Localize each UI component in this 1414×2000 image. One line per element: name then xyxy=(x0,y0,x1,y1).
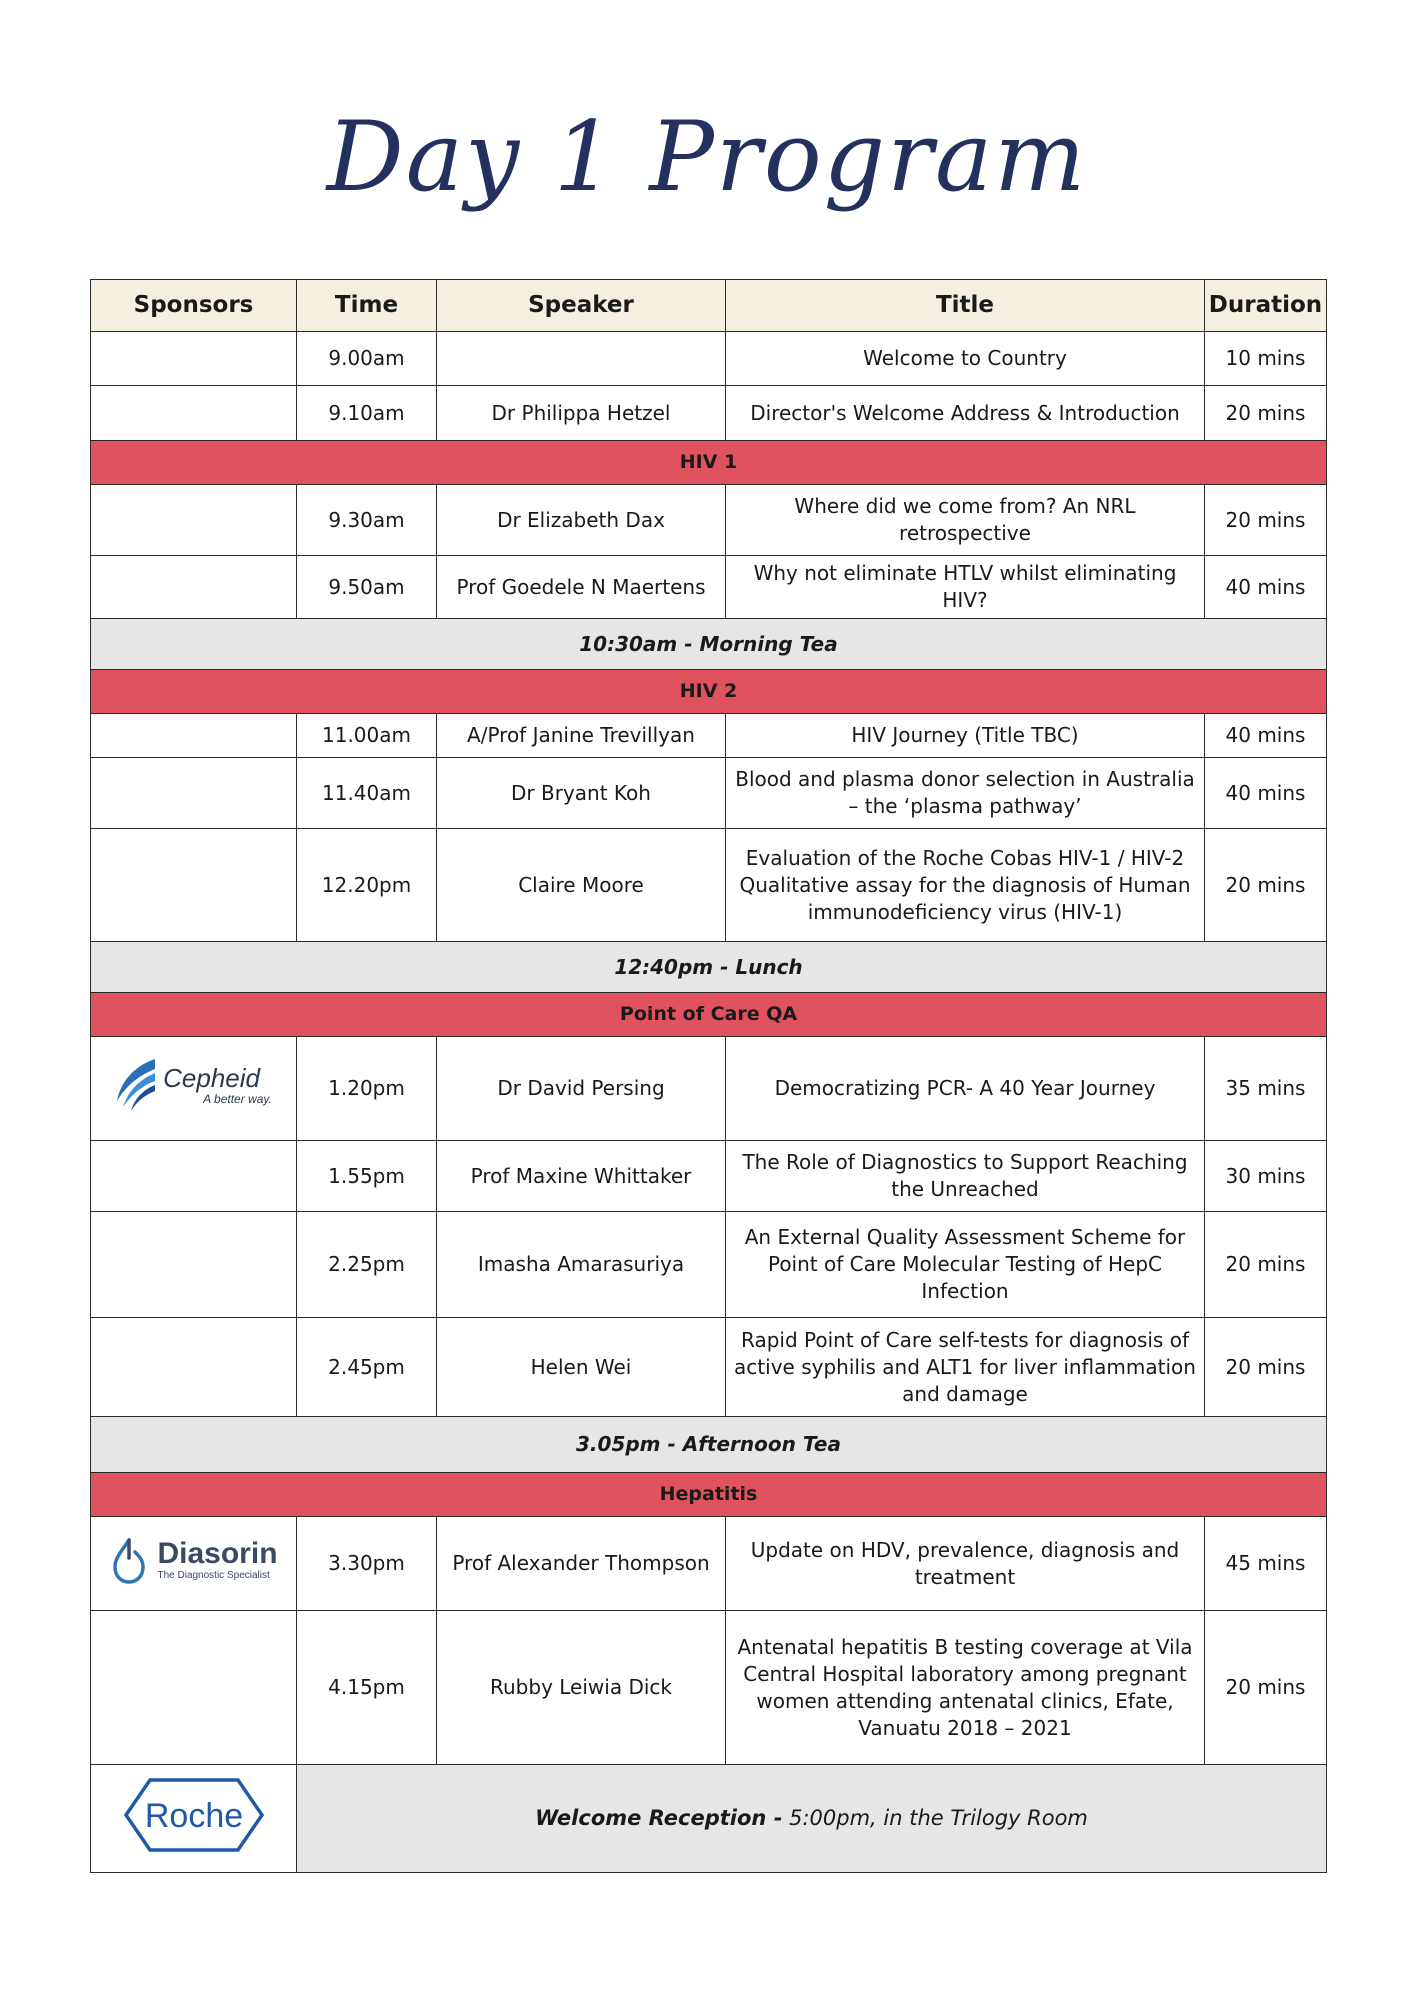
duration-cell: 45 mins xyxy=(1205,1517,1327,1611)
title-cell: Evaluation of the Roche Cobas HIV-1 / HIV-2 Qualitative assay for the diagnosis of Human immunodeficiency virus (HIV-1) xyxy=(726,829,1205,942)
time-cell: 2.45pm xyxy=(297,1318,437,1417)
speaker-cell: Prof Goedele N Maertens xyxy=(437,556,726,619)
program-table xyxy=(90,279,1327,1873)
speaker-cell: Prof Alexander Thompson xyxy=(437,1517,726,1611)
duration-cell: 20 mins xyxy=(1205,386,1327,441)
title-cell: The Role of Diagnostics to Support Reaching the Unreached xyxy=(726,1141,1205,1212)
section-label: Hepatitis xyxy=(91,1473,1327,1517)
speaker-cell: Rubby Leiwia Dick xyxy=(437,1611,726,1765)
speaker-cell: Dr Bryant Koh xyxy=(437,758,726,829)
time-cell: 9.50am xyxy=(297,556,437,619)
cepheid-swoosh-icon xyxy=(115,1057,159,1113)
duration-cell: 40 mins xyxy=(1205,714,1327,758)
diasorin-name: Diasorin xyxy=(157,1537,278,1570)
reception-row xyxy=(91,1765,1327,1873)
section-row-point-of-care xyxy=(91,993,1327,1037)
duration-cell: 20 mins xyxy=(1205,829,1327,942)
sponsor-cell xyxy=(91,1318,297,1417)
table-row xyxy=(91,386,1327,441)
cepheid-logo xyxy=(115,1057,272,1113)
header-row xyxy=(91,280,1327,332)
break-label: 10:30am - Morning Tea xyxy=(91,619,1327,670)
roche-name: Roche xyxy=(144,1797,243,1835)
cepheid-tagline: A better way. xyxy=(203,1092,272,1106)
sponsor-cell xyxy=(91,386,297,441)
duration-cell: 20 mins xyxy=(1205,485,1327,556)
table-row xyxy=(91,1318,1327,1417)
table-row xyxy=(91,1212,1327,1318)
diasorin-drop-icon xyxy=(109,1536,149,1584)
table-row xyxy=(91,714,1327,758)
header-speaker: Speaker xyxy=(437,280,726,332)
speaker-cell: Prof Maxine Whittaker xyxy=(437,1141,726,1212)
time-cell: 11.40am xyxy=(297,758,437,829)
duration-cell: 40 mins xyxy=(1205,758,1327,829)
table-row xyxy=(91,1037,1327,1141)
speaker-cell: Imasha Amarasuriya xyxy=(437,1212,726,1318)
sponsor-cell xyxy=(91,1141,297,1212)
speaker-cell: A/Prof Janine Trevillyan xyxy=(437,714,726,758)
time-cell: 9.00am xyxy=(297,332,437,386)
table-row xyxy=(91,1517,1327,1611)
duration-cell: 35 mins xyxy=(1205,1037,1327,1141)
header-sponsors: Sponsors xyxy=(91,280,297,332)
time-cell: 4.15pm xyxy=(297,1611,437,1765)
duration-cell: 10 mins xyxy=(1205,332,1327,386)
duration-cell: 20 mins xyxy=(1205,1212,1327,1318)
title-cell: Blood and plasma donor selection in Australia – the ‘plasma pathway’ xyxy=(726,758,1205,829)
sponsor-cell xyxy=(91,1517,297,1611)
table-row xyxy=(91,1611,1327,1765)
reception-label: Welcome Reception - xyxy=(535,1806,783,1830)
break-row-lunch xyxy=(91,942,1327,993)
sponsor-cell xyxy=(91,556,297,619)
table-row xyxy=(91,758,1327,829)
title-cell: Welcome to Country xyxy=(726,332,1205,386)
sponsor-cell xyxy=(91,1212,297,1318)
section-row-hiv1 xyxy=(91,441,1327,485)
duration-cell: 20 mins xyxy=(1205,1611,1327,1765)
title-cell: Why not eliminate HTLV whilst eliminating HIV? xyxy=(726,556,1205,619)
break-row-morning-tea xyxy=(91,619,1327,670)
time-cell: 12.20pm xyxy=(297,829,437,942)
break-label: 12:40pm - Lunch xyxy=(91,942,1327,993)
table-row xyxy=(91,556,1327,619)
diasorin-logo xyxy=(109,1536,277,1584)
reception-cell xyxy=(297,1765,1327,1873)
title-cell: Where did we come from? An NRL retrospective xyxy=(726,485,1205,556)
title-cell: Rapid Point of Care self-tests for diagnosis of active syphilis and ALT1 for liver inflammation and damage xyxy=(726,1318,1205,1417)
section-label: Point of Care QA xyxy=(91,993,1327,1037)
section-label: HIV 1 xyxy=(91,441,1327,485)
speaker-cell: Claire Moore xyxy=(437,829,726,942)
sponsor-cell xyxy=(91,1765,297,1873)
section-row-hepatitis xyxy=(91,1473,1327,1517)
table-row xyxy=(91,1141,1327,1212)
speaker-cell: Dr David Persing xyxy=(437,1037,726,1141)
table-row xyxy=(91,485,1327,556)
speaker-cell: Dr Philippa Hetzel xyxy=(437,386,726,441)
table-row xyxy=(91,332,1327,386)
sponsor-cell xyxy=(91,714,297,758)
time-cell: 11.00am xyxy=(297,714,437,758)
sponsor-cell xyxy=(91,332,297,386)
speaker-cell: Helen Wei xyxy=(437,1318,726,1417)
time-cell: 9.10am xyxy=(297,386,437,441)
sponsor-cell xyxy=(91,1611,297,1765)
speaker-cell xyxy=(437,332,726,386)
title-cell: Update on HDV, prevalence, diagnosis and treatment xyxy=(726,1517,1205,1611)
speaker-cell: Dr Elizabeth Dax xyxy=(437,485,726,556)
duration-cell: 30 mins xyxy=(1205,1141,1327,1212)
break-label: 3.05pm - Afternoon Tea xyxy=(91,1417,1327,1473)
section-row-hiv2 xyxy=(91,670,1327,714)
title-cell: Democratizing PCR- A 40 Year Journey xyxy=(726,1037,1205,1141)
time-cell: 3.30pm xyxy=(297,1517,437,1611)
diasorin-tagline: The Diagnostic Specialist xyxy=(157,1570,270,1581)
sponsor-cell xyxy=(91,829,297,942)
roche-logo xyxy=(122,1776,266,1854)
section-label: HIV 2 xyxy=(91,670,1327,714)
page-title: Day 1 Program xyxy=(326,101,1088,213)
time-cell: 1.20pm xyxy=(297,1037,437,1141)
break-row-afternoon-tea xyxy=(91,1417,1327,1473)
duration-cell: 20 mins xyxy=(1205,1318,1327,1417)
cepheid-name: Cepheid xyxy=(163,1063,260,1093)
time-cell: 9.30am xyxy=(297,485,437,556)
title-cell: An External Quality Assessment Scheme for Point of Care Molecular Testing of HepC Infection xyxy=(726,1212,1205,1318)
title-cell: Antenatal hepatitis B testing coverage at Vila Central Hospital laboratory among pregnant women attending antenatal clinics, Efate, Vanuatu 2018 – 2021 xyxy=(726,1611,1205,1765)
reception-detail: 5:00pm, in the Trilogy Room xyxy=(789,1806,1088,1830)
header-title: Title xyxy=(726,280,1205,332)
title-cell: Director's Welcome Address & Introduction xyxy=(726,386,1205,441)
sponsor-cell xyxy=(91,1037,297,1141)
time-cell: 2.25pm xyxy=(297,1212,437,1318)
table-row xyxy=(91,829,1327,942)
time-cell: 1.55pm xyxy=(297,1141,437,1212)
title-cell: HIV Journey (Title TBC) xyxy=(726,714,1205,758)
header-time: Time xyxy=(297,280,437,332)
sponsor-cell xyxy=(91,485,297,556)
duration-cell: 40 mins xyxy=(1205,556,1327,619)
header-duration: Duration xyxy=(1205,280,1327,332)
sponsor-cell xyxy=(91,758,297,829)
